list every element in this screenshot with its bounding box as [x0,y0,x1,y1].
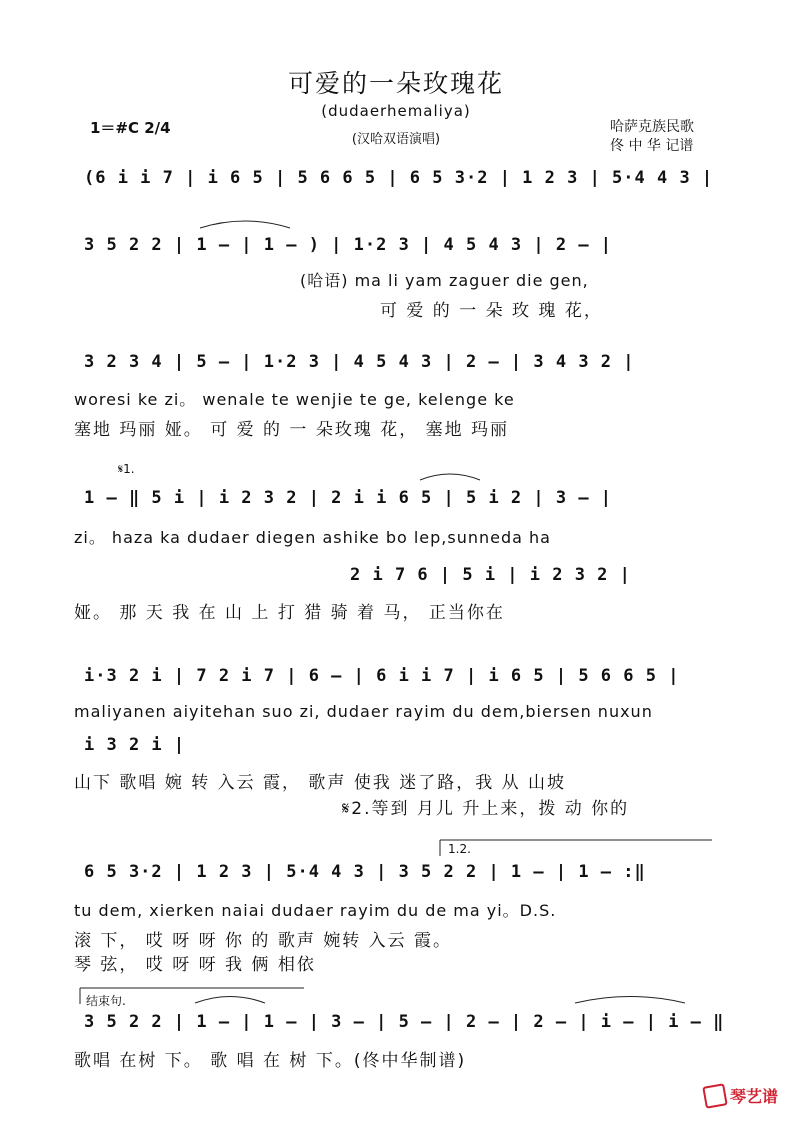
key-signature: 1＝#C 2/4 [90,119,171,137]
lyric-kazakh-row-4: zi。 haza ka dudaer diegen ashike bo lep,sunneda ha [74,528,551,547]
lyric-chinese-row-7: 歌唱 在树 下。 歌 唱 在 树 下。(佟中华制谱) [74,1051,467,1071]
song-subtitle: (dudaerhemaliya) [321,102,471,120]
lyric-chinese-row-6-verse2: 琴 弦， 哎 呀 呀 我 俩 相依 [74,955,316,975]
segno-1: 𝄋1. [118,462,135,476]
singing-note: (汉哈双语演唱) [351,132,441,147]
notation-row-6: 6 5 3·2 | 1 2 3 | 5·4 4 3 | 3 5 2 2 | 1 — | 1 — :‖ [84,862,646,882]
lyric-chinese-row-5-verse2: 𝄋2.等到 月儿 升上来，拨 动 你的 [342,799,630,819]
lyric-kazakh-row-5: maliyanen aiyitehan suo zi, dudaer rayim du dem,biersen nuxun [74,702,653,721]
site-logo [704,1084,778,1107]
song-title: 可爱的一朵玫瑰花 [287,69,504,98]
notation-row-4: 1 — ‖ 5 i | i 2 3 2 | 2 i i 6 5 | 5 i 2 | 3 — | [84,488,613,508]
origin-credit: 哈萨克族民歌 [610,119,694,135]
notation-row-2: 3 5 2 2 | 1 — | 1 — ) | 1·2 3 | 4 5 4 3 | 2 — | [84,235,613,255]
arranger-credit: 佟 中 华 记谱 [610,138,694,154]
notation-row-1: (6 i i 7 | i 6 5 | 5 6 6 5 | 6 5 3·2 | 1 2 3 | 5·4 4 3 | [84,168,714,188]
lyric-kazakh-row-6: tu dem, xierken naiai dudaer rayim du de ma yi。D.S. [74,901,557,920]
lyric-chinese-row-5: 山下 歌唱 婉 转 入云 霞， 歌声 使我 迷了路，我 从 山坡 [74,773,567,793]
volta-bracket-label: 1.2. [448,842,471,856]
notation-row-5b: i 3 2 i | [84,735,186,755]
lyric-chinese-row-2: 可 爱 的 一 朵 玫 瑰 花， [380,301,603,321]
notation-row-5: i·3 2 i | 7 2 i 7 | 6 — | 6 i i 7 | i 6 5 | 5 6 6 5 | [84,666,680,686]
logo-icon [702,1083,727,1108]
notation-row-4b: 2 i 7 6 | 5 i | i 2 3 2 | [350,565,631,585]
lyric-chinese-row-6: 滚 下， 哎 呀 呀 你 的 歌声 婉转 入云 霞。 [74,931,453,951]
ending-label: 结束句. [86,994,126,1008]
notation-row-3: 3 2 3 4 | 5 — | 1·2 3 | 4 5 4 3 | 2 — | 3 4 3 2 | [84,352,635,372]
notation-row-7: 3 5 2 2 | 1 — | 1 — | 3 — | 5 — | 2 — | 2 — | i — | i — ‖ [84,1012,725,1032]
lyric-kazakh-row-3: woresi ke zi。 wenale te wenjie te ge, kelenge ke [74,390,515,409]
lyric-chinese-row-4: 娅。 那 天 我 在 山 上 打 猎 骑 着 马， 正当你在 [74,603,505,623]
lyric-chinese-row-3: 塞地 玛丽 娅。 可 爱 的 一 朵玫瑰 花， 塞地 玛丽 [74,420,510,440]
logo-text: 琴艺谱 [729,1087,778,1106]
lyric-kazakh-row-2: (哈语) ma li yam zaguer die gen, [300,271,589,290]
